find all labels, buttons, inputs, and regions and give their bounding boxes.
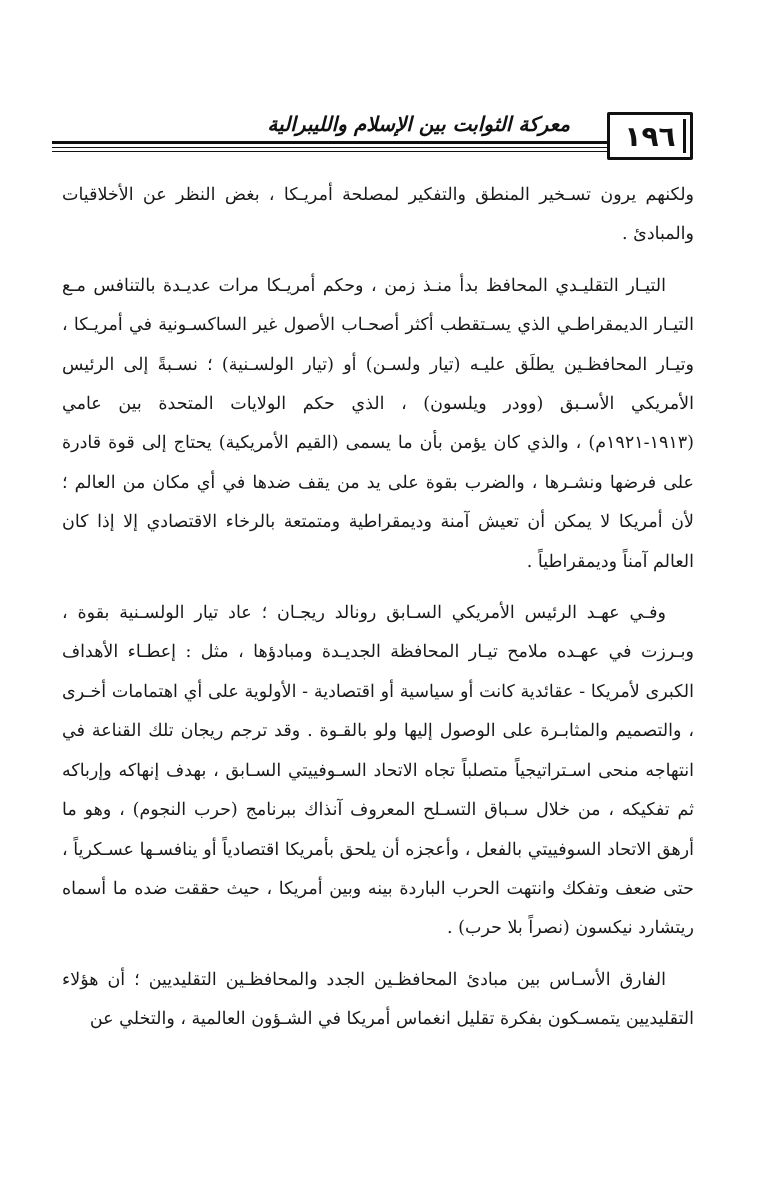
- paragraph-4: الفارق الأسـاس بين مبادئ المحافظـين الجدد والمحافظـين التقليديين ؛ أن هؤلاء التقليديين يتمسـكون بفكرة تقليل انغماس أمريكا في الشـؤون العالمية ، والتخلي عن: [62, 969, 694, 1030]
- running-header-title: معركة الثوابت بين الإسلام والليبرالية: [267, 112, 570, 136]
- body-text: [62, 176, 694, 1052]
- header-rule-thick: [52, 141, 608, 144]
- paragraph-1: ولكنهم يرون تسـخير المنطق والتفكير لمصلحة أمريـكا ، بغض النظر عن الأخلاقيات والمبادئ .: [62, 185, 694, 245]
- header-rule-thin-2: [52, 151, 608, 152]
- paragraph-3: وفـي عهـد الرئيس الأمريكي السـابق رونالد ريجـان ؛ عاد تيار الولسـنية بقوة ، وبـرزت في عهـده ملامح تيـار المحافظة الجديـدة ومبادؤها ، مثل : إعطـاء الأهداف الكبرى لأمريكا - عقائدية كانت أو سياسية أو اقتصادية - الأولوية على أي اهتمامات أخـرى ، والتصميم والمثابـرة على الوصول إليها ولو بالقـوة . وقد ترجم ريجان تلك القناعة في انتهاجه منحى اسـتراتيجياً متصلباً تجاه الاتحاد السـوفييتي السـابق ، بهدف إنهاكه وإرباكه ثم تفكيكه ، من خلال سـباق التسـلح المعروف آنذاك ببرنامج (حرب النجوم) ، وهو ما أرهق الاتحاد السوفييتي بالفعل ، وأعجزه أن يلحق بأمريكا اقتصادياً أو ينافسـها عسـكرياً ، حتى ضعف وتفكك وانتهت الحرب الباردة بينه وبين أمريكا ، حيث حققت ضده ما أسماه ريتشارد نيكسون (نصراً بلا حرب) .: [62, 603, 694, 939]
- page-number: ١٩٦: [607, 112, 693, 160]
- header-rule-thin-1: [52, 147, 608, 148]
- paragraph-2: التيـار التقليـدي المحافظ بدأ منـذ زمن ، وحكم أمريـكا مرات عديـدة بالتنافس مـع التيـار الديمقراطـي الذي يسـتقطب أكثر أصحـاب الأصول غير الساكسـونية في أمريـكا ، وتيـار المحافظـين يطلَق عليـه (تيار ولسـن) أو (تيار الولسـنية) ؛ نسـبةً إلى الرئيس الأمريكي الأسـبق (وودر ويلسون) ، الذي حكم الولايات المتحدة بين عامي (١٩١٣-١٩٢١م) ، والذي كان يؤمن بأن ما يسمى (القيم الأمريكية) يحتاج إلى قوة قادرة على فرضها ونشـرها ، والضرب بقوة على يد من يقف ضدها في أي مكان من العالم ؛ لأن أمريكا لا يمكن أن تعيش آمنة وديمقراطية ومتمتعة بالرخاء الاقتصادي إلا إذا كان العالم آمناً وديمقراطياً .: [62, 275, 694, 572]
